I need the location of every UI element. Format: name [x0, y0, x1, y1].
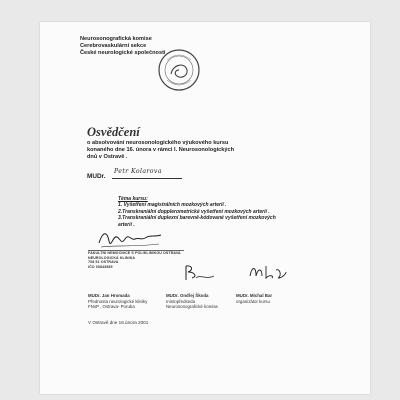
signatory-role: Neurosonografické komise — [166, 304, 218, 310]
signatory-block — [88, 293, 158, 310]
certificate-title: Osvědčení — [87, 125, 140, 139]
purpose-line: dnů v Ostravě . — [87, 154, 128, 161]
signatory-role: FNsP , Ostrava- Poruba — [88, 304, 135, 310]
purpose-line: o absolvování neurosonologického výukového kursu — [87, 140, 229, 146]
signature-hromada — [95, 225, 165, 253]
recipient-name-handwritten: Petr Kolarova — [114, 168, 162, 175]
signatory-role: organizátor kursu — [236, 298, 270, 304]
issuer-line: Neurosonografická komise — [80, 36, 152, 42]
society-seal-icon — [157, 48, 201, 92]
recipient-name-line — [112, 178, 182, 179]
topic-item: arterií . — [118, 221, 135, 228]
signatory-block — [166, 293, 236, 310]
stamp-line: 708 52 OSTRAVA — [88, 260, 119, 265]
signatory-name: MUDr. Michal Bar — [236, 293, 273, 298]
course-purpose — [87, 140, 277, 162]
topic-item: 3.Transkraniální duplexní barevně-kódované vyšetření mozkových — [118, 215, 276, 222]
issuer-line: České neurologické společnosti — [80, 50, 166, 57]
purpose-line: konaného dne 16. února v rámci I. Neurosonologických — [87, 147, 235, 154]
signatory-block — [236, 293, 306, 304]
signatory-name: MUDr. Jan Hromada — [88, 293, 130, 298]
stamp-line: FAKULTNÍ NEMOCNICE S POLIKLINIKOU OSTRAVA — [88, 251, 181, 255]
hospital-stamp — [88, 250, 184, 269]
recipient-title-label: MUDr. — [87, 173, 106, 180]
topics-heading: Téma kursu: — [118, 196, 148, 202]
signatory-role: místopředseda — [166, 298, 196, 304]
topic-item: 1. Vyšetření magistrálních mozkových arterií . — [118, 202, 227, 209]
issuer-header — [80, 36, 166, 58]
signature-bar — [246, 260, 288, 284]
signature-skoda — [180, 262, 220, 284]
issue-date: V Ostravě dne 16.února 2001 — [88, 320, 149, 325]
stamp-line: IČO 00843989 — [88, 264, 113, 269]
course-topics — [118, 196, 318, 228]
stamp-line: NEUROLOGICKÁ KLINIKA — [88, 255, 136, 260]
topic-item: 2.Transkraniální dopplerometrické vyšetření mozkových arterií . — [118, 208, 270, 215]
issuer-line: Cerebrovaskulární sekce — [80, 43, 147, 50]
signatory-role: Přednosta neurologické kliniky — [88, 298, 148, 304]
signatory-name: MUDr. Ondřej Škoda — [166, 293, 209, 298]
